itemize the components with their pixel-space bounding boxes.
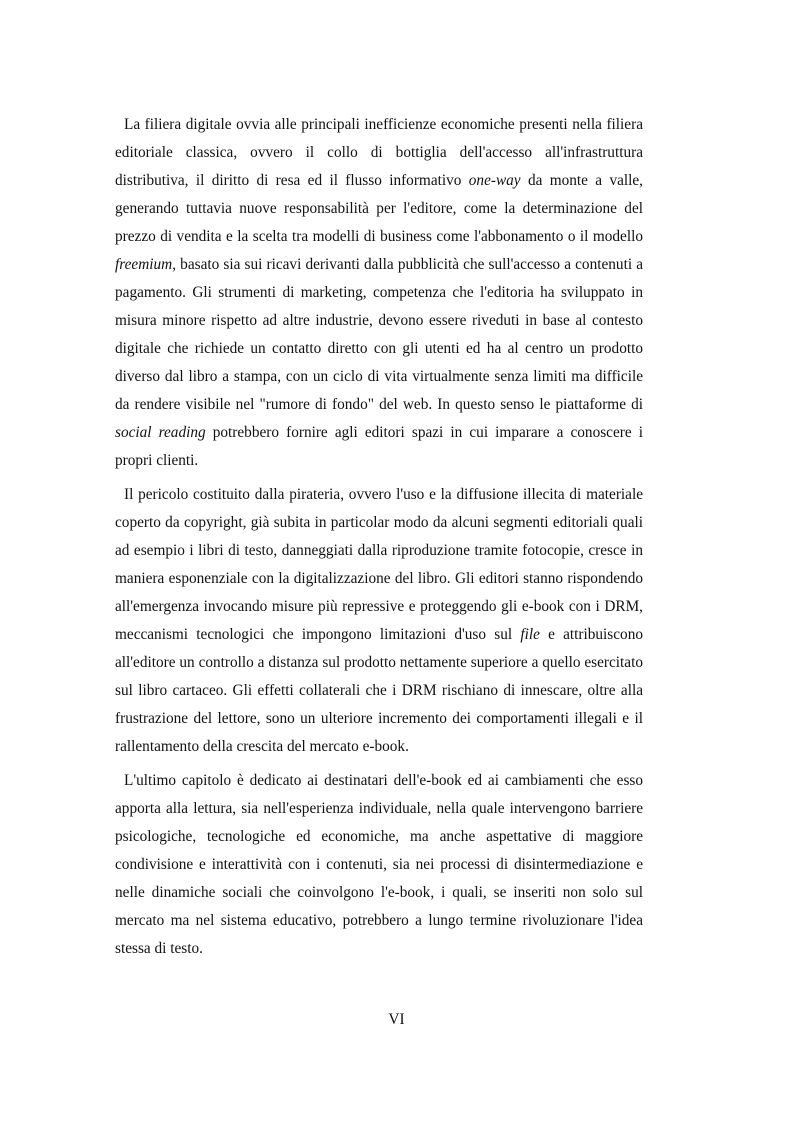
term-social-reading: social reading <box>115 424 206 441</box>
body-text <box>115 111 643 963</box>
paragraph-2-segment: e attribuiscono all'editore un controllo a distanza sul prodotto nettamente superiore a quello esercitato sul libro cartaceo. Gli effetti collaterali che i DRM rischiano di innescare, oltre alla frustrazione del lettore, sono un ulteriore incremento dei comportamenti illegali e il rallentamento della crescita del mercato e-book. <box>115 626 643 755</box>
paragraph-2 <box>115 481 643 761</box>
paragraph-1-segment: , basato sia sui ricavi derivanti dalla pubblicità che sull'accesso a contenuti a pagamento. Gli strumenti di marketing, competenza che l'editoria ha sviluppato in misura minore rispetto ad altre industrie, devono essere riveduti in base al contesto digitale che richiede un contatto diretto con gli utenti ed ha al centro un prodotto diverso dal libro a stampa, con un ciclo di vita virtualmente senza limiti ma difficile da rendere visibile nel "rumore di fondo" del web. In questo senso le piattaforme di <box>115 256 643 413</box>
paragraph-1-segment: potrebbero fornire agli editori spazi in cui imparare a conoscere i propri clienti. <box>115 424 643 469</box>
term-freemium: freemium <box>115 256 173 273</box>
paragraph-1-segment: da monte a valle, generando tuttavia nuove responsabilità per l'editore, come la determinazione del prezzo di vendita e la scelta tra modelli di business come l'abbonamento o il modello <box>115 172 644 245</box>
term-one-way: one-way <box>468 172 521 189</box>
term-file: file <box>520 626 540 643</box>
paragraph-2-segment: Il pericolo costituito dalla pirateria, ovvero l'uso e la diffusione illecita di materiale coperto da copyright, già subita in particolar modo da alcuni segmenti editoriali quali ad esempio i libri di testo, danneggiati dalla riproduzione tramite fotocopie, cresce in maniera esponenziale con la digitalizzazione del libro. Gli editori stanno rispondendo all'emergenza invocando misure più repressive e proteggendo gli e-book con i DRM, meccanismi tecnologici che impongono limitazioni d'uso sul <box>115 486 643 643</box>
paragraph-1 <box>115 111 643 475</box>
paragraph-3 <box>115 767 643 963</box>
paragraph-3-segment: L'ultimo capitolo è dedicato ai destinatari dell'e-book ed ai cambiamenti che esso apporta alla lettura, sia nell'esperienza individuale, nella quale intervengono barriere psicologiche, tecnologiche ed economiche, ma anche aspettative di maggiore condivisione e interattività con i contenuti, sia nei processi di disintermediazione e nelle dinamiche sociali che coinvolgono l'e-book, i quali, se inseriti non solo sul mercato ma nel sistema educativo, potrebbero a lungo termine rivoluzionare l'idea stessa di testo. <box>115 772 643 957</box>
page-number: VI <box>388 1011 405 1028</box>
paragraph-1-segment: La filiera digitale ovvia alle principali inefficienze economiche presenti nella filiera editoriale classica, ovvero il collo di bottiglia dell'accesso all'infrastruttura distributiva, il diritto di resa ed il flusso informativo <box>115 116 643 189</box>
